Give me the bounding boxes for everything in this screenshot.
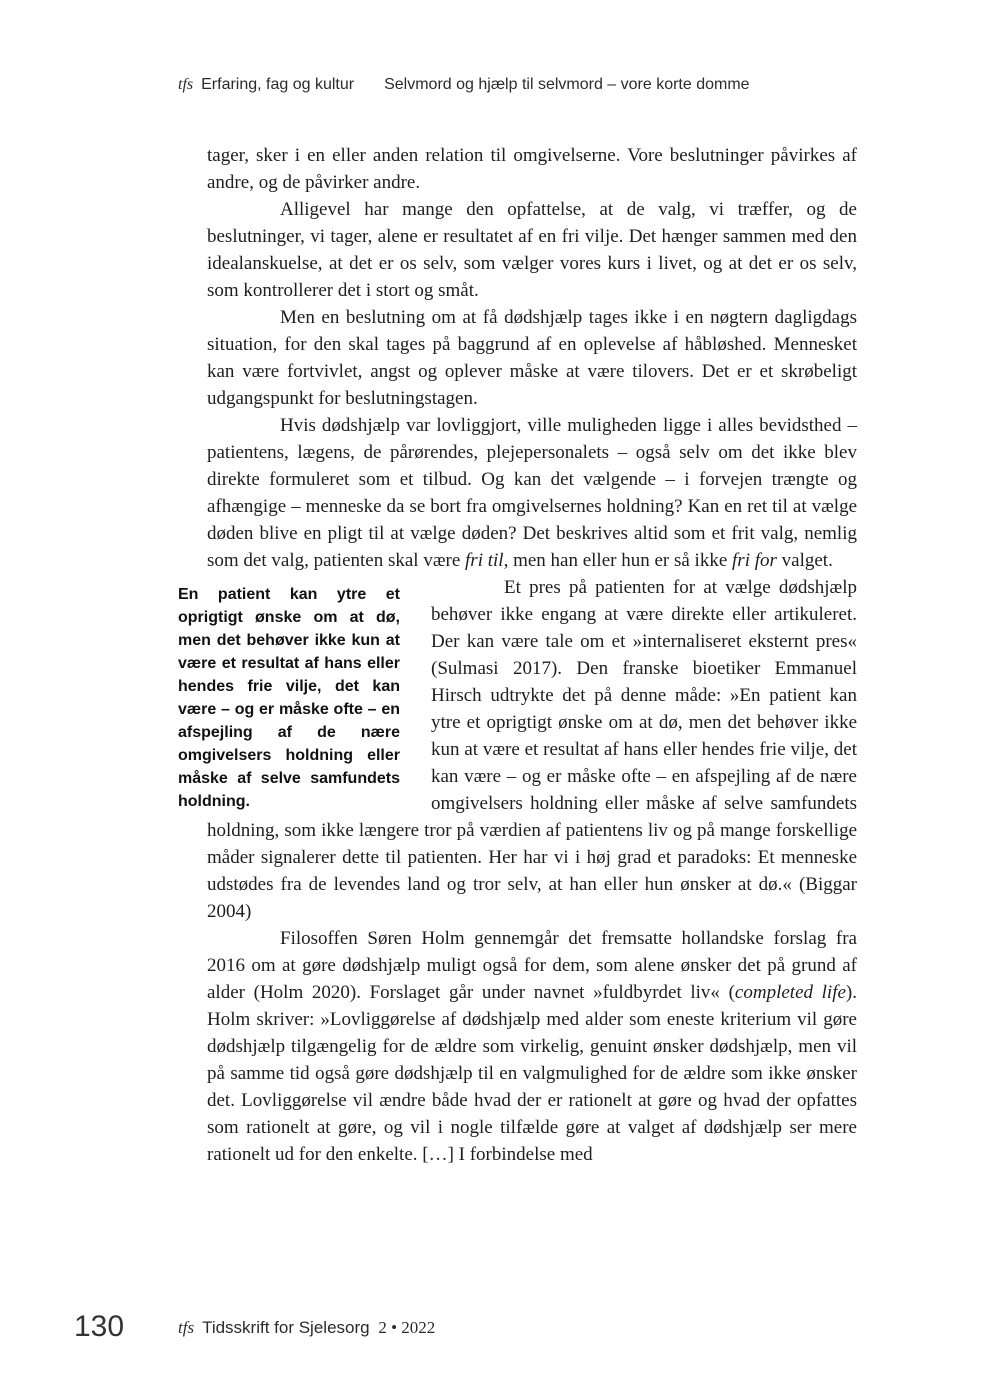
journal-logo: tfs <box>178 76 194 93</box>
paragraph: Et pres på patienten for at vælge dødshjælp behøver ikke engang at være direkte eller artikuleret. Der kan være tale om et »internaliseret eksternt pres« (Sulmasi 2017). Den franske bioetiker Emmanuel Hirsch udtrykte det på denne måde: »En patient kan ytre et oprigtigt ønske om at dø, men det behøver ikke kun at være et resultat af hans eller hendes frie vilje, det kan være – og er måske ofte – en afspejling af de nære omgivelsers holdning eller måske af selve samfundets holdning, som ikke længere tror på værdien af patientens liv og på mange forskellige måder signalerer dette til patienten. Her har vi i høj grad et paradoks: Et menneske udstødes fra de levendes land og tror selv, at han eller hun ønsker at dø.« (Biggar 2004) <box>207 577 857 922</box>
paragraph <box>207 412 857 574</box>
emphasis: fri til <box>465 550 504 571</box>
text-run: valget. <box>781 550 833 571</box>
running-head <box>178 76 750 94</box>
journal-name: Tidsskrift for Sjelesorg <box>202 1318 370 1337</box>
paragraph: tager, sker i en eller anden relation til omgivelserne. Vore beslutninger påvirkes af andre, og de påvirker andre. <box>207 145 857 193</box>
issue-number: 2 • 2022 <box>378 1318 436 1337</box>
text-run: Filosoffen Søren Holm gennemgår det fremsatte hollandske forslag fra 2016 om at gøre dødshjælp muligt også for dem, som alene ønsker det på grund af alder (Holm 2020). Forslaget går under navnet »fuldbyrdet liv« ( <box>207 928 857 1003</box>
journal-footer <box>178 1318 435 1338</box>
text-run: ). Holm skriver: »Lovliggørelse af dødshjælp med alder som eneste kriterium vil gøre dødshjælp tilgængelig for de ældre som virkelig, genuint ønsker dødshjælp, men vil på samme tid også gøre dødshjælp til en valgmulighed for de ældre som ikke ønsker det. Lovliggørelse vil ændre både hvad der er rationelt at gøre og hvad der opfattes som rationelt at gøre, og vil i nogle tilfælde gøre at valget af dødshjælp ser mere rationelt ud for den enkelte. […] I forbindelse med <box>207 982 857 1165</box>
section-name: Erfaring, fag og kultur <box>201 76 355 93</box>
article-title: Selvmord og hjælp til selvmord – vore korte domme <box>384 76 750 93</box>
text-run: Hvis dødshjælp var lovliggjort, ville muligheden ligge i alles bevidsthed – patientens, lægens, de pårørendes, plejepersonalets – også selv om det ikke blev direkte formuleret som et tilbud. Og kan det vælgende – i forvejen trængte og afhængige – menneske da se bort fra omgivelsernes holdning? Kan en ret til at vælge døden blive en pligt til at vælge døden? Det beskrives altid som et frit valg, nemlig som det valg, patienten skal være <box>207 415 857 571</box>
article-body <box>178 142 857 1168</box>
journal-logo: tfs <box>178 1318 195 1337</box>
paragraph: Men en beslutning om at få dødshjælp tages ikke i en nøgtern dagligdags situation, for den skal tages på baggrund af en oplevelse af håbløshed. Mennesket kan være fortvivlet, angst og oplever måske at være tilovers. Det er et skrøbeligt udgangspunkt for beslutningstagen. <box>207 307 857 409</box>
paragraph: Alligevel har mange den opfattelse, at de valg, vi træffer, og de beslutninger, vi tager, alene er resultatet af en fri vilje. Det hænger sammen med den idealanskuelse, at det er os selv, som vælger vores kurs i livet, og at det er os selv, som kontrollerer det i stort og småt. <box>207 199 857 301</box>
page-footer <box>0 1310 1004 1350</box>
emphasis: fri for <box>732 550 777 571</box>
emphasis: completed life <box>734 982 846 1003</box>
pull-quote: En patient kan ytre et oprigtigt ønske om at dø, men det behøver ikke kun at være et resultat af hans eller hendes frie vilje, det kan være – og er måske ofte – en afspejling af de nære omgivelsers holdning eller måske af selve samfundets holdning. <box>178 586 400 810</box>
paragraph <box>207 925 857 1168</box>
text-run: , men han eller hun er så ikke <box>503 550 728 571</box>
page-number: 130 <box>74 1310 125 1343</box>
